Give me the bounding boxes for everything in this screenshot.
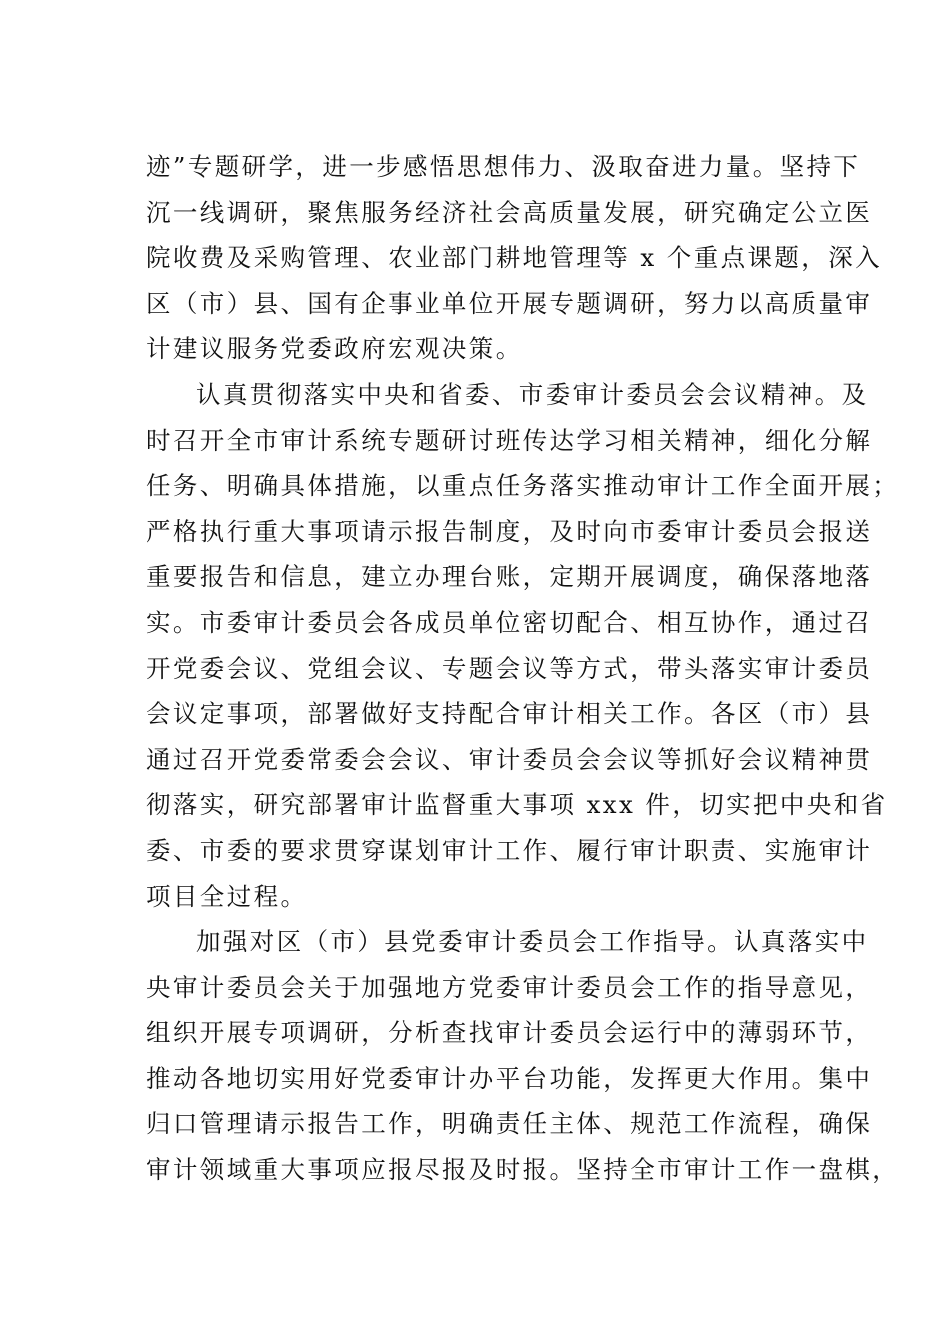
text-line: 委、市委的要求贯穿谋划审计工作、履行审计职责、实施审计 <box>146 835 873 865</box>
text-line: 重要报告和信息，建立办理台账，定期开展调度，确保落地落 <box>146 562 873 592</box>
text-line: 项目全过程。 <box>146 881 308 911</box>
text-line: 组织开展专项调研，分析查找审计委员会运行中的薄弱环节， <box>146 1018 873 1048</box>
text-line: 任务、明确具体措施，以重点任务落实推动审计工作全面开展； <box>146 471 900 501</box>
paragraph <box>146 144 882 372</box>
text-line: 时召开全市审计系统专题研讨班传达学习相关精神，细化分解 <box>146 425 873 455</box>
text-line: 开党委会议、党组会议、专题会议等方式，带头落实审计委员 <box>146 653 873 683</box>
text-line: 区（市）县、国有企事业单位开展专题调研，努力以高质量审 <box>146 288 873 318</box>
text-line: 推动各地切实用好党委审计办平台功能，发挥更大作用。集中 <box>146 1063 873 1093</box>
text-line: 计建议服务党委政府宏观决策。 <box>146 334 523 364</box>
text-line: 彻落实，研究部署审计监督重大事项 xxx 件，切实把中央和省 <box>146 790 888 820</box>
text-line: 归口管理请示报告工作，明确责任主体、规范工作流程，确保 <box>146 1109 873 1139</box>
text-line: 迹”专题研学，进一步感悟思想伟力、汲取奋进力量。坚持下 <box>146 152 861 181</box>
text-line: 严格执行重大事项请示报告制度，及时向市委审计委员会报送 <box>146 516 873 546</box>
document-body <box>146 144 900 1193</box>
text-line: 沉一线调研，聚焦服务经济社会高质量发展，研究确定公立医 <box>146 197 873 227</box>
text-line: 审计领域重大事项应报尽报及时报。坚持全市审计工作一盘棋， <box>146 1155 900 1185</box>
text-line: 央审计委员会关于加强地方党委审计委员会工作的指导意见， <box>146 972 873 1002</box>
paragraph <box>146 372 900 919</box>
text-line: 院收费及采购管理、农业部门耕地管理等 x 个重点课题，深入 <box>146 243 882 273</box>
text-line: 加强对区（市）县党委审计委员会工作指导。认真落实中 <box>196 927 869 957</box>
paragraph <box>146 919 900 1193</box>
text-line: 认真贯彻落实中央和省委、市委审计委员会会议精神。及 <box>196 379 869 409</box>
text-line: 实。市委审计委员会各成员单位密切配合、相互协作，通过召 <box>146 607 873 637</box>
text-line: 通过召开党委常委会会议、审计委员会会议等抓好会议精神贯 <box>146 744 873 774</box>
text-line: 会议定事项，部署做好支持配合审计相关工作。各区（市）县 <box>146 699 873 729</box>
